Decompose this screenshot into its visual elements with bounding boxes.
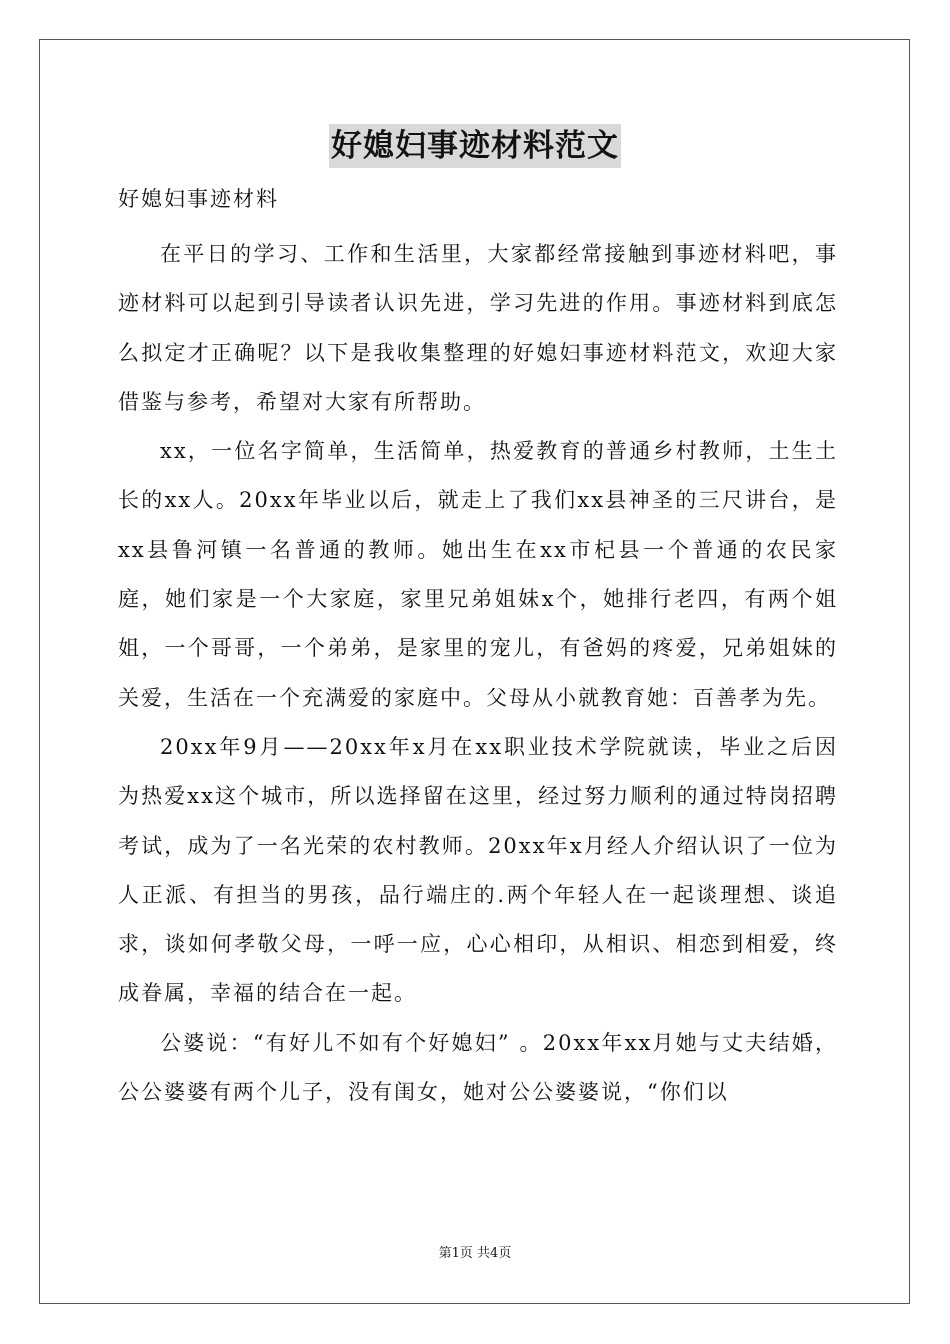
- paragraph: 20xx年9月——20xx年x月在xx职业技术学院就读，毕业之后因为热爱xx这个城市，所以选择留在这里，经过努力顺利的通过特岗招聘考试，成为了一名光荣的农村教师。20xx年x月经人介绍认识了一位为人正派、有担当的男孩，品行端庄的.两个年轻人在一起谈理想、谈追求，谈如何孝敬父母，一呼一应，心心相印，从相识、相恋到相爱，终成眷属，幸福的结合在一起。: [118, 734, 838, 1006]
- document-title: 好媳妇事迹材料范文: [329, 124, 621, 168]
- document-subtitle: 好媳妇事迹材料: [118, 187, 279, 211]
- page-footer: 第1页 共4页: [438, 1246, 512, 1261]
- paragraph: 在平日的学习、工作和生活里，大家都经常接触到事迹材料吧，事迹材料可以起到引导读者认识先进，学习先进的作用。事迹材料到底怎么拟定才正确呢？以下是我收集整理的好媳妇事迹材料范文，欢迎大家借鉴与参考，希望对大家有所帮助。: [118, 242, 838, 414]
- paragraph: 公婆说：“有好儿不如有个好媳妇” 。20xx年xx月她与丈夫结婚，公公婆婆有两个儿子，没有闺女，她对公公婆婆说，“你们以: [118, 1030, 838, 1105]
- title-container: [0, 124, 950, 168]
- paragraph: xx，一位名字简单，生活简单，热爱教育的普通乡村教师，土生土长的xx人。20xx年毕业以后，就走上了我们xx县神圣的三尺讲台，是xx县鲁河镇一名普通的教师。她出生在xx市杞县一个普通的农民家庭，她们家是一个大家庭，家里兄弟姐妹x个，她排行老四，有两个姐姐，一个哥哥，一个弟弟，是家里的宠儿，有爸妈的疼爱，兄弟姐妹的关爱，生活在一个充满爱的家庭中。父母从小就教育她：百善孝为先。: [118, 439, 838, 710]
- document-body: [118, 230, 838, 1117]
